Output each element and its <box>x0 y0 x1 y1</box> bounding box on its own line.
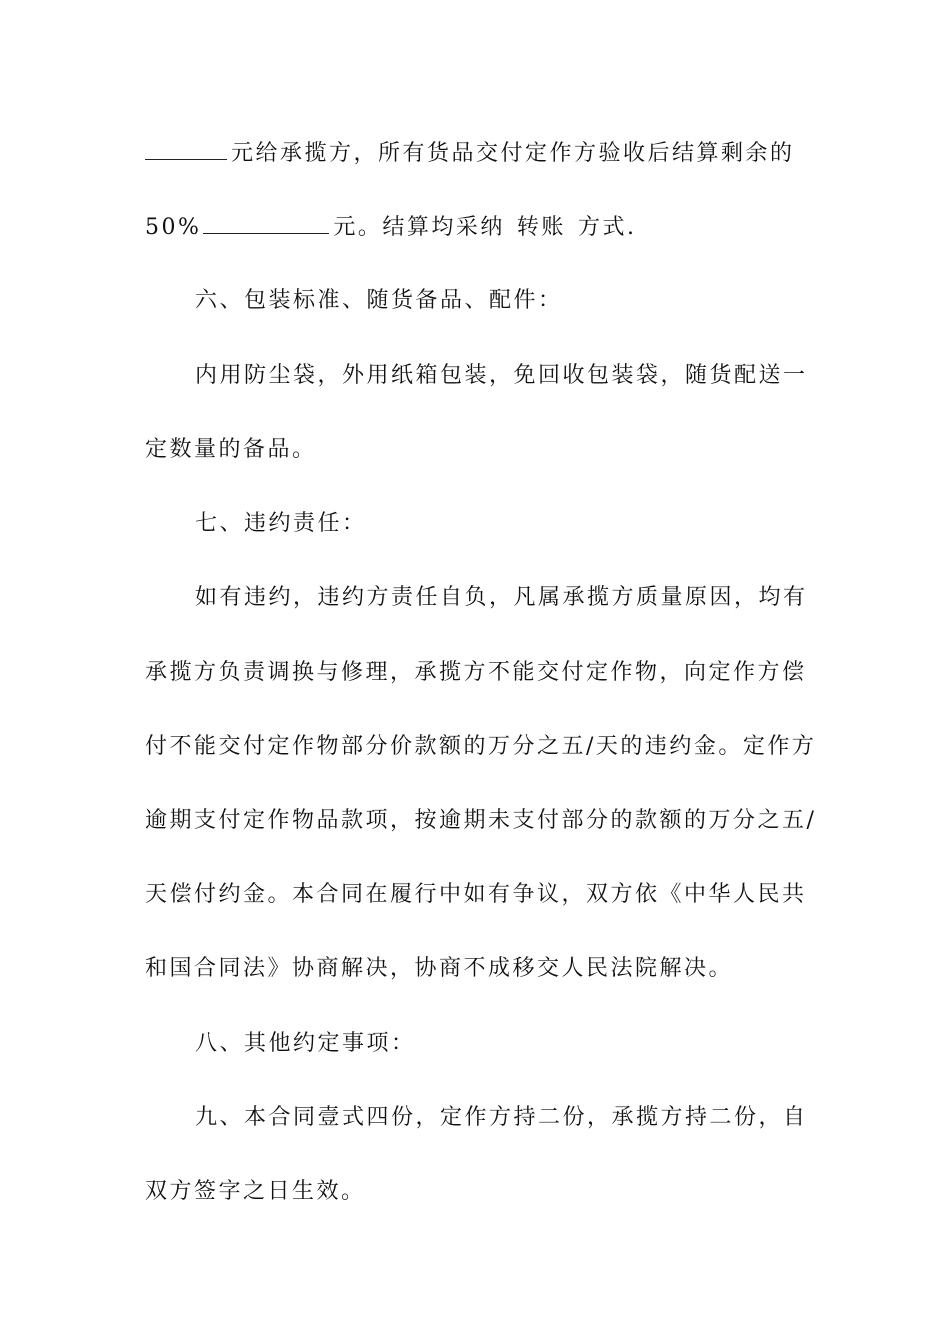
paragraph-line: 逾期支付定作物品款项，按逾期未支付部分的款额的万分之五/ <box>145 808 817 833</box>
paragraph-line: 双方签字之日生效。 <box>145 1179 366 1204</box>
text-line-2: 50% 元。结算均采纳 转账 方式. <box>145 207 805 247</box>
payment-method: 转账 <box>516 215 566 240</box>
section-heading-9: 九、本合同壹式四份，定作方持二份，承揽方持二份，自 <box>195 1105 808 1130</box>
paragraph-line: 承揽方负责调换与修理，承揽方不能交付定作物，向定作方偿 <box>145 660 807 685</box>
blank-field[interactable] <box>203 207 329 234</box>
paragraph-line: 天偿付约金。本合同在履行中如有争议，双方依《中华人民共 <box>145 882 807 907</box>
section-heading-7: 七、违约责任： <box>195 511 367 536</box>
paragraph-line: 定数量的备品。 <box>145 437 317 462</box>
section-heading-6: 六、包装标准、随货备品、配件： <box>195 288 563 313</box>
section-heading-8: 八、其他约定事项： <box>195 1031 416 1056</box>
percent-label: 50% <box>145 215 202 240</box>
paragraph-line: 付不能交付定作物部分价款额的万分之五/天的违约金。定作方 <box>145 734 817 759</box>
blank-field[interactable] <box>145 133 227 160</box>
paragraph-line: 如有违约，违约方责任自负，凡属承揽方质量原因，均有 <box>195 585 808 610</box>
text-line-1: 元给承揽方，所有货品交付定作方验收后结算剩余的 <box>145 133 805 173</box>
paragraph-line: 和国合同法》协商解决，协商不成移交人民法院解决。 <box>145 956 734 981</box>
paragraph-line: 内用防尘袋，外用纸箱包装，免回收包装袋，随货配送一 <box>195 363 808 388</box>
